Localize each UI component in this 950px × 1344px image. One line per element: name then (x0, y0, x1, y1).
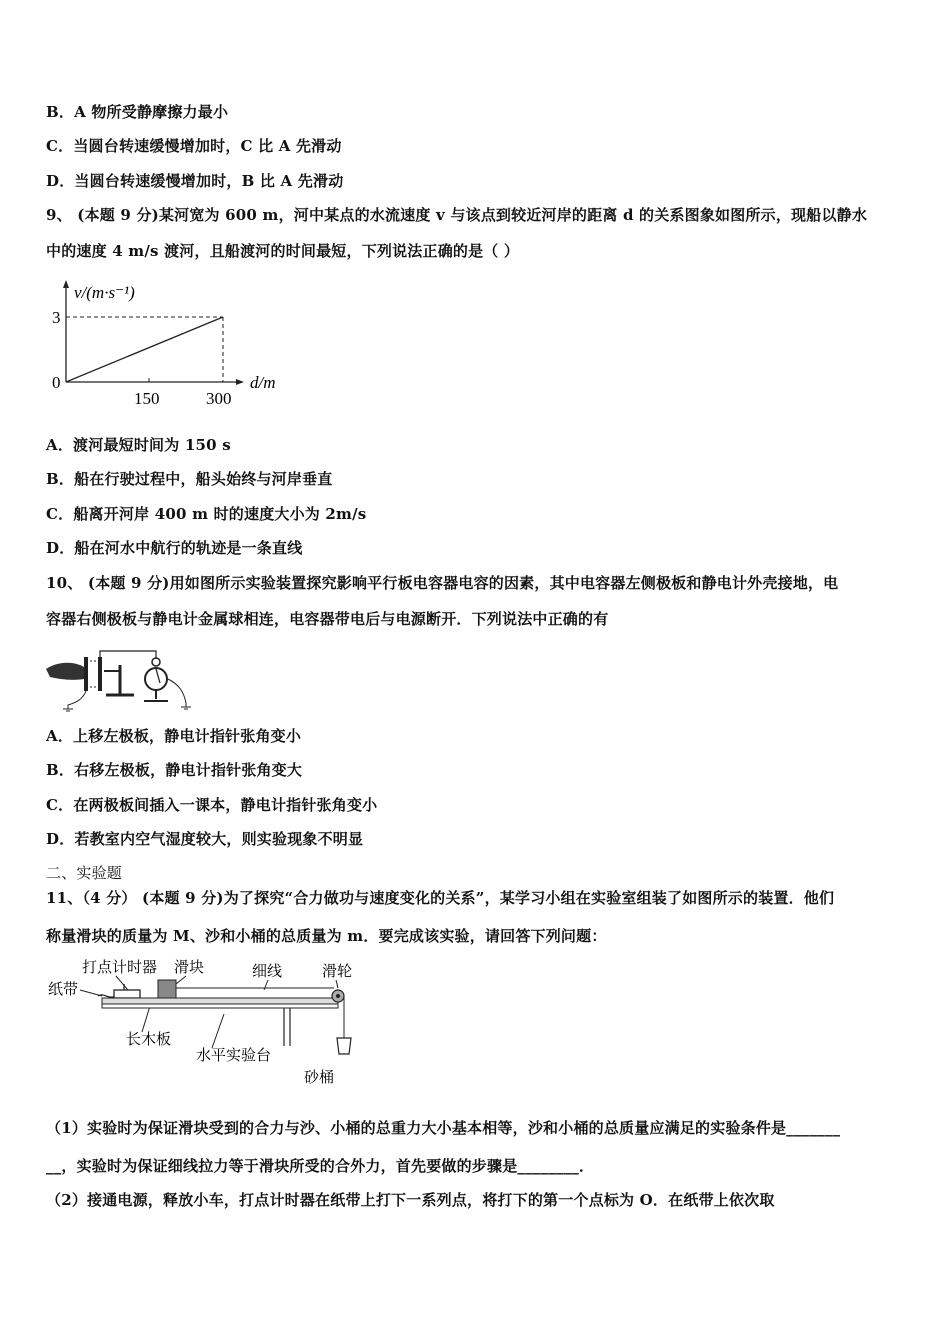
x-tick-label-150: 150 (134, 389, 160, 408)
left-plate (84, 657, 88, 691)
label-bucket: 砂桶 (304, 1070, 335, 1086)
q10-capacitor-apparatus (44, 647, 196, 713)
x-axis-arrow-icon (236, 379, 244, 385)
y-axis-arrow-icon (63, 280, 69, 288)
q9-option-c: C．船离开河岸 400 m 时的速度大小为 2m/s (46, 505, 367, 523)
q8-option-c: C．当圆台转速缓慢增加时，C 比 A 先滑动 (46, 137, 342, 155)
origin-label: 0 (52, 373, 61, 392)
q11-part1-line2: __，实验时为保证细线拉力等于滑块所受的合外力，首先要做的步骤是________． (46, 1157, 595, 1175)
section-heading: 二、实验题 (46, 864, 123, 882)
q11-part2-line1: （2）接通电源，释放小车，打点计时器在纸带上打下一系列点，将打下的第一个点标为 O．在纸带上依次取 (46, 1191, 775, 1209)
pointer-needle (156, 669, 160, 683)
sand-bucket-icon (337, 1038, 351, 1054)
q8-option-d: D．当圆台转速缓慢增加时，B 比 A 先滑动 (46, 172, 344, 190)
q9-option-b: B．船在行驶过程中，船头始终与河岸垂直 (46, 470, 333, 488)
q8-option-b: B．A 物所受静摩擦力最小 (46, 103, 229, 121)
ground-wire-left (68, 691, 86, 709)
q9-stem-line1: 9、 (本题 9 分)某河宽为 600 m，河中某点的水流速度 v 与该点到较近河岸的距离 d 的关系图象如图所示，现船以静水 (46, 206, 868, 224)
velocity-line (66, 317, 223, 382)
label-board: 长木板 (126, 1032, 172, 1048)
q10-option-a: A．上移左极板，静电计指针张角变小 (46, 727, 302, 745)
right-plate (98, 657, 102, 691)
label-tape: 纸带 (48, 982, 79, 998)
label-string: 细线 (252, 964, 283, 980)
metal-ball (152, 658, 160, 666)
label-timer: 打点计时器 (82, 960, 158, 976)
label-table: 水平实验台 (196, 1048, 272, 1064)
q10-option-b: B．右移左极板，静电计指针张角变大 (46, 761, 303, 779)
q9-velocity-graph (46, 278, 296, 410)
x-axis-label: d/m (250, 373, 276, 392)
q11-stem-line2: 称量滑块的质量为 M、沙和小桶的总质量为 m．要完成该实验，请回答下列问题： (46, 927, 607, 945)
long-board (102, 998, 338, 1004)
timer-icon (114, 990, 140, 998)
ground-wire-right (168, 679, 186, 707)
label-slider: 滑块 (174, 960, 205, 976)
q9-stem-line2: 中的速度 4 m/s 渡河，且船渡河的时间最短，下列说法正确的是（ ） (46, 242, 520, 260)
lab-table (102, 1004, 338, 1008)
x-tick-label-300: 300 (206, 389, 232, 408)
q10-stem-line2: 容器右侧极板与静电计金属球相连，电容器带电后与电源断开．下列说法中正确的有 (46, 610, 609, 628)
hand-icon (46, 663, 84, 680)
y-axis-label: v/(m·s⁻¹) (74, 283, 135, 302)
q9-option-d: D．船在河水中航行的轨迹是一条直线 (46, 539, 303, 557)
q11-experiment-apparatus (46, 956, 366, 1086)
q10-option-c: C．在两极板间插入一课本，静电计指针张角变小 (46, 796, 378, 814)
q11-stem-line1: 11、（4 分） (本题 9 分)为了探究“合力做功与速度变化的关系”，某学习小组在实验室组装了如图所示的装置．他们 (46, 889, 835, 907)
q11-part1-line1: （1）实验时为保证滑块受到的合力与沙、小桶的总重力大小基本相等，沙和小桶的总质量应满足的实验条件是_______ (46, 1119, 841, 1137)
q9-option-a: A．渡河最短时间为 150 s (46, 436, 231, 454)
slider-block (158, 980, 176, 998)
connecting-wire (100, 651, 156, 659)
q10-stem-line1: 10、 (本题 9 分)用如图所示实验装置探究影响平行板电容器电容的因素，其中电容器左侧极板和静电计外壳接地，电 (46, 574, 839, 592)
y-tick-label: 3 (52, 308, 61, 327)
q10-option-d: D．若教室内空气湿度较大，则实验现象不明显 (46, 830, 364, 848)
label-pulley: 滑轮 (322, 964, 353, 980)
